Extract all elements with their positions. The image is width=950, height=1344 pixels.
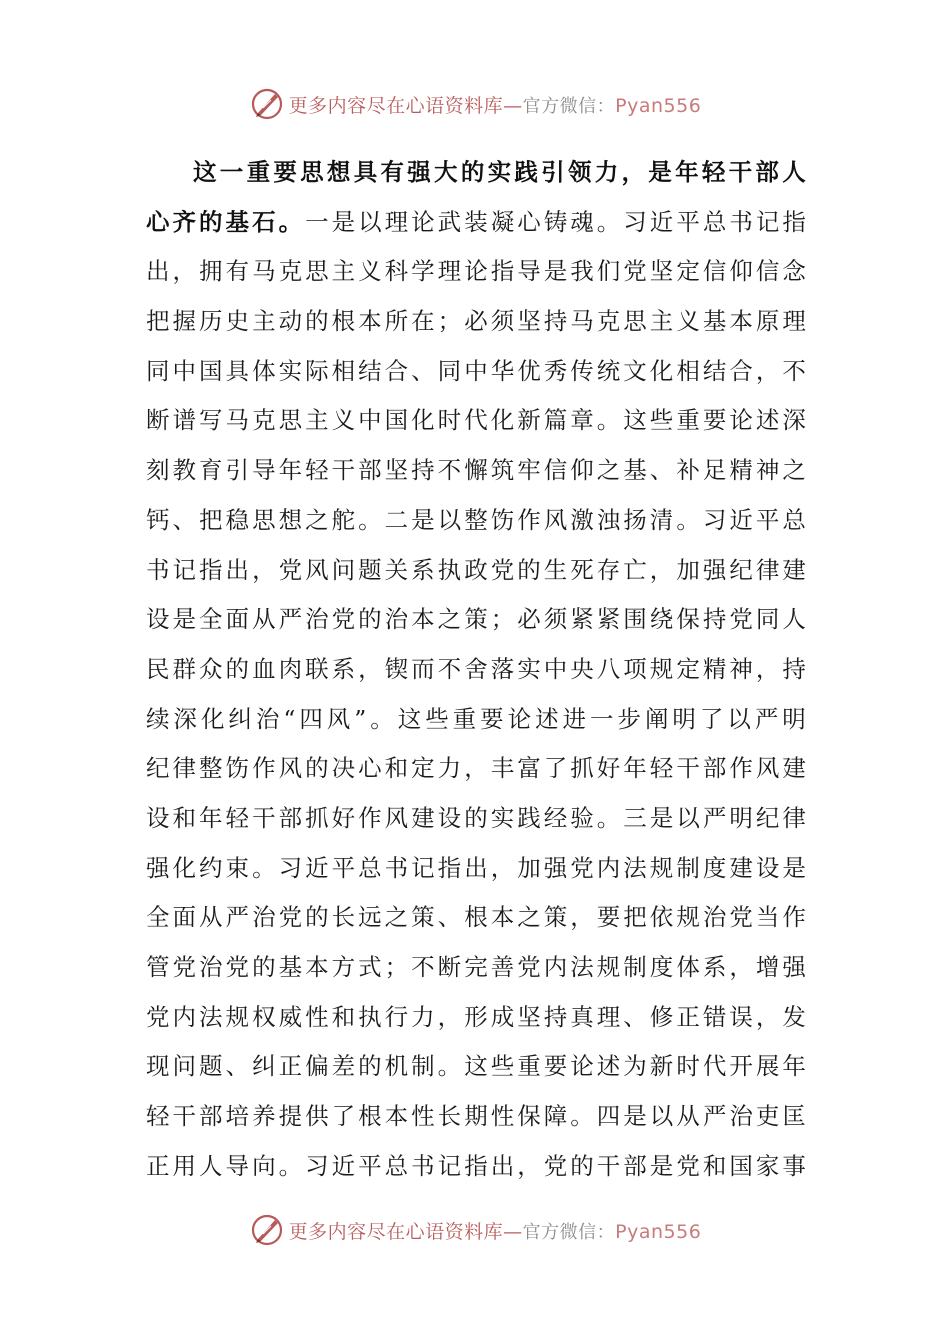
watermark-wechat-id: Pyan556 <box>615 1220 702 1243</box>
watermark-wechat-id: Pyan556 <box>615 94 702 117</box>
text-line: 刻 教 育 引 导 年 轻 干 部 坚 持 不 懈 筑 牢 信 仰 之 基 、 补 足 精 神 之 <box>146 456 806 485</box>
header-watermark <box>0 84 950 124</box>
text-line: 强 化 约 束 。 习 近 平 总 书 记 指 出 ， 加 强 党 内 法 规 制 度 建 设 是 <box>146 853 806 882</box>
watermark-dash: — <box>503 94 523 117</box>
text-line: 书 记 指 出 ， 党 风 问 题 关 系 执 政 党 的 生 死 存 亡 ， 加 强 纪 律 建 <box>146 555 806 584</box>
text-line: 钙 、 把 稳 思 想 之 舵 。 二 是 以 整 饬 作 风 激 浊 扬 清 。 习 近 平 总 <box>146 505 806 534</box>
text-line: 党 内 法 规 权 威 性 和 执 行 力 ， 形 成 坚 持 真 理 、 修 正 错 误 ， 发 <box>146 1002 806 1031</box>
text-line: 心 齐 的 基 石 。 一 是 以 理 论 武 装 凝 心 铸 魂 。 习 近 平 总 书 记 指 <box>146 207 806 236</box>
text-line: 续 深 化 纠 治 “ 四 风 ” 。 这 些 重 要 论 述 进 一 步 阐 明 了 以 严 明 <box>146 704 806 733</box>
text-line: 这 一 重 要 思 想 具 有 强 大 的 实 践 引 领 力 ， 是 年 轻 干 部 人 <box>193 158 806 186</box>
watermark-official-label: 官方微信： <box>522 95 616 117</box>
document-body <box>146 148 806 1191</box>
text-line: 正 用 人 导 向 。 习 近 平 总 书 记 指 出 ， 党 的 干 部 是 党 和 国 家 事 <box>146 1151 806 1180</box>
text-line: 民 群 众 的 血 肉 联 系 ， 锲 而 不 舍 落 实 中 央 八 项 规 定 精 神 ， 持 <box>146 654 806 683</box>
watermark-dash: — <box>503 1220 523 1243</box>
text-line: 断 谱 写 马 克 思 主 义 中 国 化 时 代 化 新 篇 章 。 这 些 重 要 论 述 深 <box>146 406 806 435</box>
text-line: 全 面 从 严 治 党 的 长 远 之 策 、 根 本 之 策 ， 要 把 依 规 治 党 当 作 <box>146 903 806 932</box>
watermark-main-text: 更多内容尽在心语资料库 <box>288 1220 504 1243</box>
text-line: 纪 律 整 饬 作 风 的 决 心 和 定 力 ， 丰 富 了 抓 好 年 轻 干 部 作 风 建 <box>146 754 806 783</box>
text-line: 设 和 年 轻 干 部 抓 好 作 风 建 设 的 实 践 经 验 。 三 是 以 严 明 纪 律 <box>146 803 806 832</box>
text-line: 设 是 全 面 从 严 治 党 的 治 本 之 策 ； 必 须 紧 紧 围 绕 保 持 党 同 人 <box>146 605 806 634</box>
quill-pen-logo-icon <box>249 86 285 122</box>
text-line: 管 党 治 党 的 基 本 方 式 ； 不 断 完 善 党 内 法 规 制 度 体 系 ， 增 强 <box>146 953 806 981</box>
text-line: 把 握 历 史 主 动 的 根 本 所 在 ； 必 须 坚 持 马 克 思 主 义 基 本 原 理 <box>146 307 806 336</box>
watermark-main-text: 更多内容尽在心语资料库 <box>288 94 504 117</box>
text-line: 出 ， 拥 有 马 克 思 主 义 科 学 理 论 指 导 是 我 们 党 坚 定 信 仰 信 念 <box>146 257 806 286</box>
text-line: 现 问 题 、 纠 正 偏 差 的 机 制 。 这 些 重 要 论 述 为 新 时 代 开 展 年 <box>146 1052 806 1081</box>
text-line: 同 中 国 具 体 实 际 相 结 合 、 同 中 华 优 秀 传 统 文 化 相 结 合 ， 不 <box>146 356 806 385</box>
quill-pen-logo-icon <box>249 1212 285 1248</box>
footer-watermark <box>0 1210 950 1250</box>
watermark-official-label: 官方微信： <box>522 1221 616 1243</box>
text-line: 轻 干 部 培 养 提 供 了 根 本 性 长 期 性 保 障 。 四 是 以 从 严 治 吏 匡 <box>146 1102 806 1131</box>
